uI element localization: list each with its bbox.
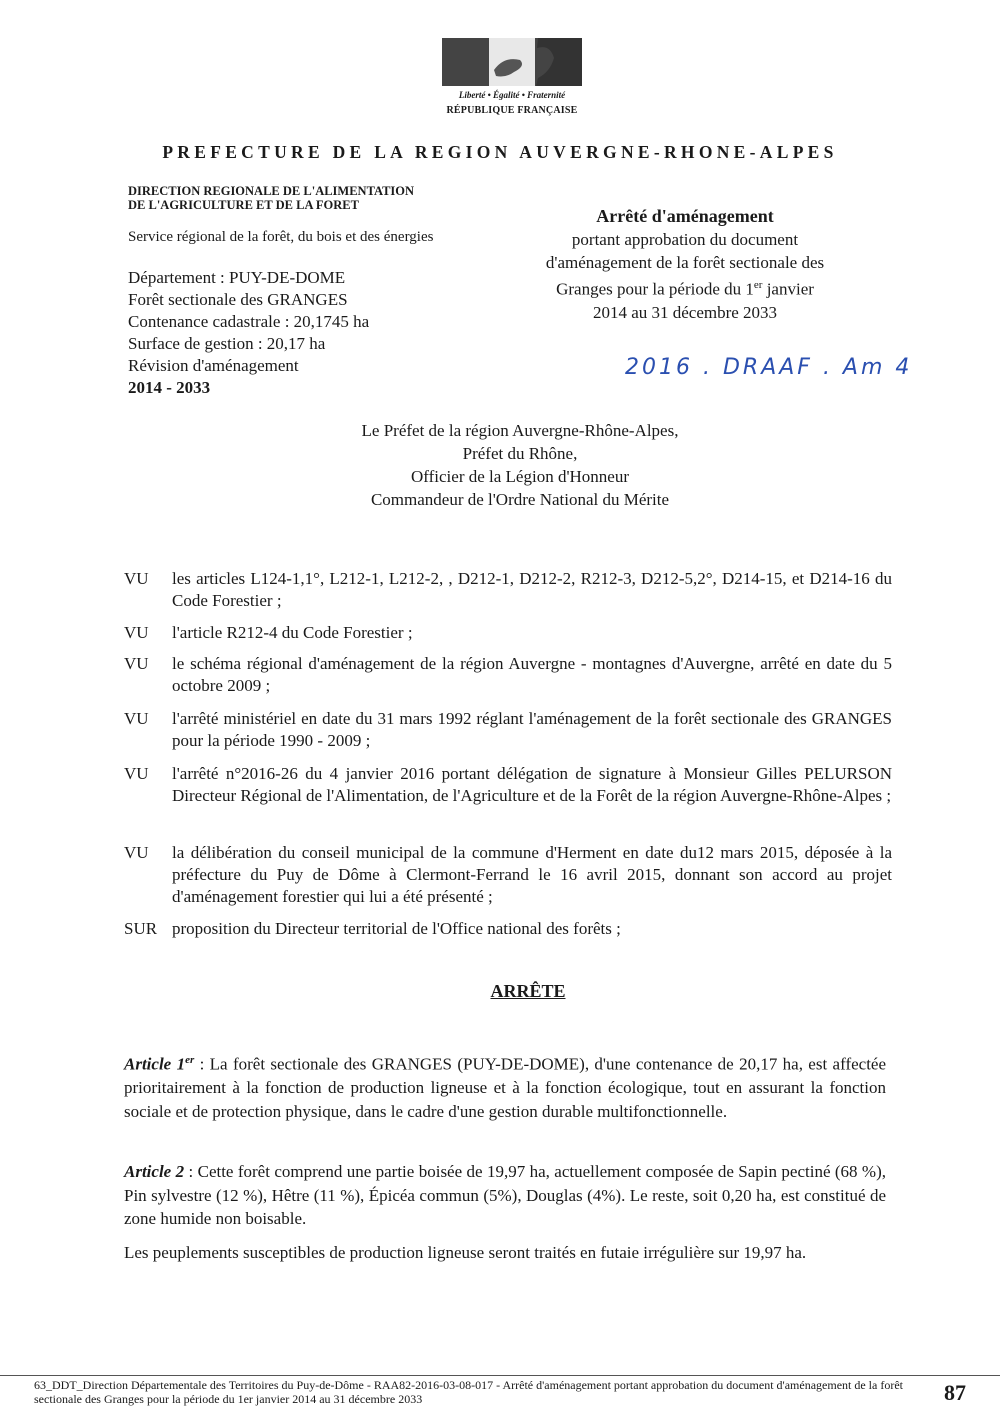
consideration-item: VU la délibération du conseil municipal de la commune d'Herment en date du12 mars 2015, déposée à la préfecture du Puy de Dôme à Clermont-Ferrand le 16 avril 2015, donnant son accord au projet d'aménagement forestier qui lui a été présenté ; bbox=[124, 843, 892, 906]
revision: Révision d'aménagement bbox=[128, 356, 299, 375]
arrete-header-line: portant approbation du document bbox=[571, 230, 799, 249]
service-name: Service régional de la forêt, du bois et des énergies bbox=[128, 229, 434, 245]
periode: 2014 - 2033 bbox=[128, 378, 211, 397]
arrete-header-line: 2014 au 31 décembre 2033 bbox=[592, 302, 778, 322]
marianne-flag-icon bbox=[442, 38, 582, 86]
prefet-line: Officier de la Légion d'Honneur bbox=[410, 467, 629, 486]
consideration-item: VU l'arrêté ministériel en date du 31 mars 1992 réglant l'aménagement de la forêt sectionale des GRANGES pour la période 1990 - 2009 ; bbox=[124, 709, 892, 750]
page-number: 87 bbox=[944, 1380, 966, 1405]
consideration-item: VU l'arrêté n°2016-26 du 4 janvier 2016 portant délégation de signature à Monsieur Gilles PELURSON Directeur Régional de l'Alimentation, de l'Agriculture et de la Forêt de la région Auvergne-Rhône-Alpes ; bbox=[124, 764, 892, 805]
handwritten-reference: 2016 . DRAAF . Am 4 bbox=[625, 355, 913, 380]
arrete-title: ARRÊTE bbox=[490, 981, 566, 1001]
footer-divider bbox=[0, 1375, 1000, 1376]
direction-line-1: DIRECTION REGIONALE DE L'ALIMENTATION bbox=[128, 184, 415, 198]
consideration-item: VU l'article R212-4 du Code Forestier ; bbox=[124, 623, 413, 642]
footer-text: 63_DDT_Direction Départementale des Territoires du Puy-de-Dôme - RAA82-2016-03-08-017 - Arrêté d'aménagement portant approbation du document d'aménagement de la forêt sectionale des Granges pour la période du 1er janvier 2014 au 31 décembre 2033 bbox=[34, 1378, 903, 1406]
arrete-header-line: Granges pour la période du 1er janvier bbox=[556, 279, 814, 299]
prefet-line: Préfet du Rhône, bbox=[462, 444, 578, 463]
departement: Département : PUY-DE-DOME bbox=[128, 268, 346, 287]
direction-block bbox=[128, 184, 414, 212]
arrete-header-line: d'aménagement de la forêt sectionale des bbox=[545, 253, 825, 272]
article-1: Article 1er : La forêt sectionale des GRANGES (PUY-DE-DOME), d'une contenance de 20,17 ha, est affectée prioritairement à la fonction de production ligneuse et à la fonction écologique, tout en assurant la fonction sociale et de protection physique, dans le cadre d'une gestion durable multifonctionnelle. bbox=[124, 1054, 887, 1121]
foret: Forêt sectionale des GRANGES bbox=[128, 290, 348, 309]
logo-motto: Liberté • Égalité • Fraternité bbox=[458, 90, 566, 100]
consideration-item: VU les articles L124-1,1°, L212-1, L212-2, , D212-1, D212-2, R212-3, D212-5,2°, D214-15, et D214-16 du Code Forestier ; bbox=[124, 569, 892, 610]
article-2: Article 2 : Cette forêt comprend une partie boisée de 19,97 ha, actuellement composée de Sapin pectiné (68 %), Pin sylvestre (12 %), Hêtre (11 %), Épicéa commun (5%), Douglas (4%). Le reste, soit 0,20 ha, est constitué de zone humide non boisable. bbox=[124, 1162, 886, 1228]
consideration-item: SUR proposition du Directeur territorial de l'Office national des forêts ; bbox=[124, 919, 621, 938]
surface: Surface de gestion : 20,17 ha bbox=[128, 334, 326, 353]
prefet-line: Le Préfet de la région Auvergne-Rhône-Alpes, bbox=[361, 421, 679, 440]
direction-line-2: DE L'AGRICULTURE ET DE LA FORET bbox=[128, 198, 359, 212]
forest-metadata bbox=[128, 267, 369, 399]
logo-republic: RÉPUBLIQUE FRANÇAISE bbox=[446, 105, 578, 116]
arrete-header-title: Arrêté d'aménagement bbox=[596, 206, 774, 226]
prefecture-heading: PREFECTURE DE LA REGION AUVERGNE-RHONE-ALPES bbox=[162, 142, 838, 162]
prefet-line: Commandeur de l'Ordre National du Mérite bbox=[370, 490, 670, 509]
republique-francaise-logo bbox=[442, 38, 582, 124]
arrete-header bbox=[500, 205, 870, 324]
article-2-continuation: Les peuplements susceptibles de production ligneuse seront traités en futaie irrégulière sur 19,97 ha. bbox=[124, 1243, 807, 1262]
contenance: Contenance cadastrale : 20,1745 ha bbox=[128, 312, 370, 331]
consideration-item: VU le schéma régional d'aménagement de la région Auvergne - montagnes d'Auvergne, arrêté en date du 5 octobre 2009 ; bbox=[124, 654, 892, 695]
prefet-titles bbox=[270, 419, 770, 511]
